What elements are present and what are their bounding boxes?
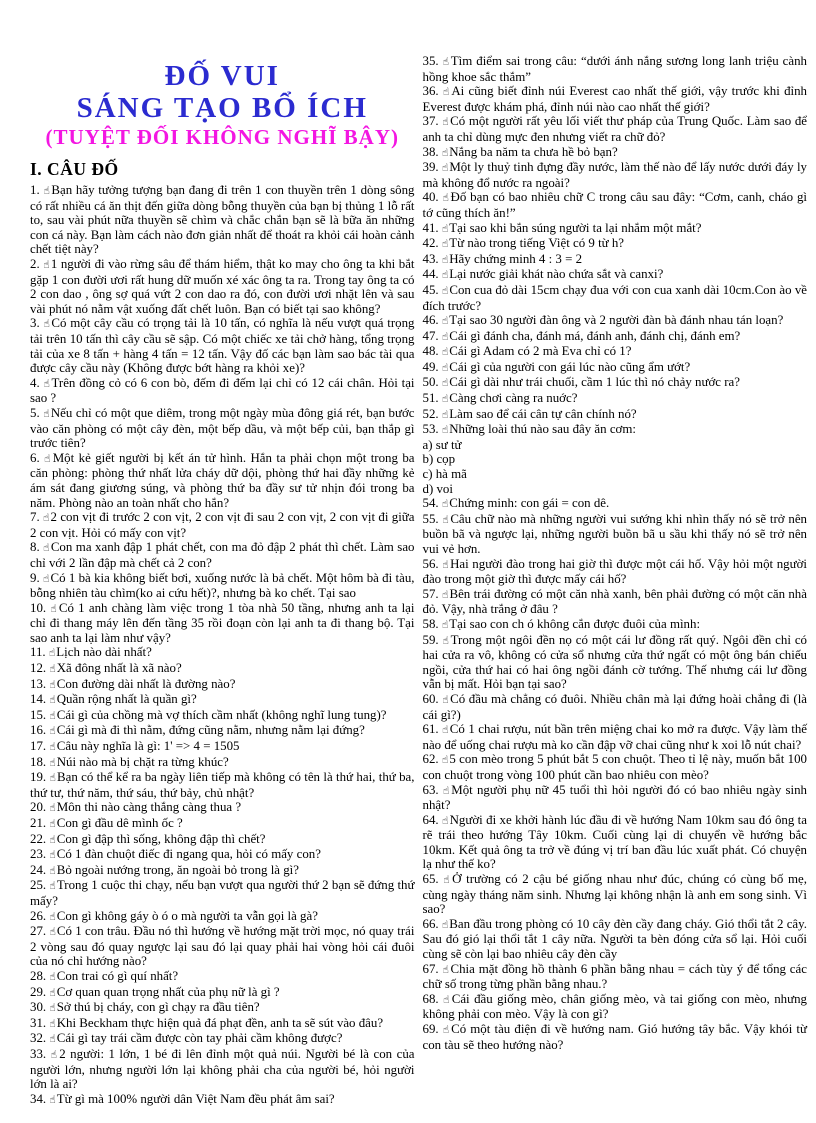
pointing-hand-icon: ☝ (441, 238, 449, 251)
question-number: 9. (30, 570, 43, 585)
question-item (423, 962, 808, 992)
pointing-hand-icon: ☝ (49, 1017, 56, 1030)
question-text: Làm sao để cái cân tự cân chính nó? (449, 406, 637, 421)
question-number: 14. (30, 692, 50, 707)
pointing-hand-icon: ☝ (49, 756, 56, 769)
question-text: Ban đầu trong phòng có 10 cây đèn cầy đang cháy. Gió thổi tắt 2 cây. Sau đó gió lại thổi tắt 1 cây nữa. Người ta bèn đóng cửa sổ lại. Hỏi cuối cùng sẽ còn lại bao nhiêu cây đèn cầy (422, 916, 807, 962)
question-text: Bạn có thể kể ra ba ngày liên tiếp mà không có tên là thứ hai, thứ ba, thứ tư, thứ năm, thứ sáu, thứ bảy, chủ nhật? (30, 770, 415, 800)
pointing-hand-icon: ☝ (441, 424, 449, 437)
pointing-hand-icon: ☝ (49, 818, 56, 831)
question-text: Bạn hãy tưởng tượng bạn đang đi trên 1 con thuyền trên 1 dòng sông có rất nhiều cá ăn thịt đến giữa dòng bỗng thuyền của bạn bị thủng 1 lỗ rất to, sau vài phút nữa thuyền sẽ chìm và chắc chắn bạn sẽ là bữa ăn những con cá này. Bạn làm cách nào đơn giản nhất để thoát ra khỏi cái hoàn cảnh chết tiệt này? (30, 183, 415, 257)
question-number: 8. (30, 540, 44, 555)
question-item (423, 917, 808, 962)
question-number: 44. (422, 267, 442, 282)
pointing-hand-icon: ☝ (49, 725, 56, 738)
question-item (30, 183, 415, 257)
pointing-hand-icon: ☝ (442, 693, 450, 706)
question-number: 67. (422, 961, 443, 976)
question-text: Xã đông nhất là xã nào? (56, 661, 182, 676)
question-text: Trong một ngôi đền nọ có một cái lư đồng rất quý. Ngôi đền chỉ có hai cửa ra vô, không có cửa sổ nhưng cửa thứ ngất có một ông bán chiếu ngồi, cửa thứ hai có hai ông ngồi đánh cờ tướng. Thế nhưng cái lư đồng vẫn bị mất. Hỏi bạn tại sao? (422, 632, 807, 692)
pointing-hand-icon: ☝ (49, 910, 56, 923)
question-text: Tại sao khi bắn súng người ta lại nhắm một mắt? (449, 220, 702, 235)
question-text: Con đường dài nhất là đường nào? (56, 676, 236, 691)
question-text: Cái đầu giống mèo, chân giống mèo, và tai giống con mèo, nhưng không phải con mèo. Vậy là con gì? (422, 991, 807, 1022)
pointing-hand-icon: ☝ (442, 724, 449, 737)
question-item (30, 816, 415, 832)
question-item (30, 969, 415, 985)
question-item (30, 645, 415, 661)
question-item (30, 1092, 415, 1108)
question-item (423, 84, 808, 114)
question-number: 15. (30, 707, 50, 722)
question-number: 46. (422, 313, 442, 328)
doc-subtitle: (TUYỆT ĐỐI KHÔNG NGHĨ BẬY) (45, 124, 399, 149)
pointing-hand-icon: ☝ (441, 269, 449, 282)
question-item (30, 723, 415, 739)
question-text: Có đầu mà chẳng có đuôi. Nhiều chân mà lại đứng hoài chẳng đi (là cái gì?) (422, 691, 807, 722)
pointing-hand-icon: ☝ (49, 802, 56, 815)
question-item (423, 190, 808, 220)
question-number: 43. (422, 251, 442, 266)
pointing-hand-icon: ☝ (443, 993, 451, 1006)
left-column (30, 54, 415, 1107)
pointing-hand-icon: ☝ (441, 588, 449, 601)
question-number: 47. (422, 328, 442, 343)
question-number: 49. (422, 359, 442, 374)
question-item (30, 1031, 415, 1047)
question-text: Trên đồng cỏ có 6 con bò, đếm đi đếm lại chỉ có 12 cái chân. Hỏi tại sao ? (30, 375, 415, 406)
question-item (423, 633, 808, 692)
question-item (30, 863, 415, 879)
pointing-hand-icon: ☝ (442, 634, 450, 647)
question-item (30, 909, 415, 925)
pointing-hand-icon: ☝ (442, 784, 451, 797)
question-item (423, 692, 808, 722)
question-text: Hãy chứng minh 4 : 3 = 2 (449, 251, 583, 266)
question-text: Môn thi nào càng thắng càng thua ? (56, 800, 242, 815)
question-item (423, 587, 808, 617)
pointing-hand-icon: ☝ (441, 330, 449, 343)
question-item (423, 422, 808, 438)
question-number: 13. (30, 676, 50, 691)
question-text: Quần rộng nhất là quần gì? (56, 692, 197, 707)
pointing-hand-icon: ☝ (442, 558, 450, 571)
question-item (423, 617, 808, 633)
question-item (423, 54, 808, 84)
question-number: 33. (30, 1046, 51, 1061)
pointing-hand-icon: ☝ (49, 1033, 56, 1046)
questions-left (30, 183, 415, 1107)
pointing-hand-icon: ☝ (49, 849, 56, 862)
question-text: Đố bạn có bao nhiêu chữ C trong câu sau đây: “Cơm, canh, cháo gì tớ cũng thích ăn!” (422, 190, 807, 220)
question-number: 65. (422, 872, 444, 887)
question-text: Có một tàu điện đi về hướng nam. Gió hướng tây bắc. Vậy khói từ con tàu sẽ theo hướng nào? (422, 1022, 807, 1052)
question-text: Bên trái đường có một căn nhà xanh, bên phải đường có một căn nhà đỏ. Vậy, nhà trắng ở đâu ? (422, 586, 807, 617)
question-item (423, 1022, 808, 1052)
pointing-hand-icon: ☝ (443, 874, 452, 887)
question-number: 29. (30, 984, 50, 999)
pointing-hand-icon: ☝ (50, 1048, 59, 1061)
question-text: Cái gì Adam có 2 mà Eva chỉ có 1? (449, 344, 632, 359)
section-heading: I. CÂU ĐỐ (30, 159, 119, 180)
question-number: 64. (422, 812, 443, 827)
question-item (423, 813, 808, 872)
question-item (30, 571, 415, 601)
pointing-hand-icon: ☝ (49, 694, 56, 707)
question-number: 26. (30, 908, 50, 923)
question-item (30, 800, 415, 816)
question-text: Những loài thú nào sau đây ăn cơm: (449, 422, 636, 437)
question-item (30, 692, 415, 708)
question-text: Có 1 chai rượu, nút bần trên miệng chai ko mở ra được. Vậy làm thế nào để uống chai rượu mà ko cần đập vỡ chai cũng như k xoi lỗ nút chai? (422, 722, 807, 752)
pointing-hand-icon: ☝ (442, 963, 450, 976)
question-text: Con cua đỏ dài 15cm chạy đua với con cua xanh dài 10cm.Con ào về đích trước? (422, 282, 807, 313)
pointing-hand-icon: ☝ (43, 542, 50, 555)
question-item (30, 985, 415, 1001)
pointing-hand-icon: ☝ (441, 253, 449, 266)
question-item (30, 677, 415, 693)
question-item (423, 313, 808, 329)
pointing-hand-icon: ☝ (49, 1002, 56, 1015)
question-item (30, 376, 415, 406)
question-item (30, 257, 415, 316)
question-number: 19. (30, 770, 50, 785)
question-item (423, 496, 808, 512)
question-text: Có một cây cầu có trọng tải là 10 tấn, có nghĩa là nếu vượt quá trọng tải trên 10 tấn thì cây cầu sẽ sập. Có một chiếc xe tải chở hàng, tổng trọng tải của xe 8 tấn + hàng 4 tấn = 12 tấn. Vậy đố các bạn làm sao bác tài qua được cây cầu này (Không được bớt hàng ra khỏi xe)? (30, 316, 415, 376)
question-number: 24. (30, 862, 50, 877)
question-number: 50. (422, 375, 442, 390)
question-number: 25. (30, 878, 50, 893)
question-text: Ai cũng biết đỉnh núi Everest cao nhất thế giới, vậy trước khi đỉnh Everest được khám phá, đỉnh núi nào cao nhất thế giới? (422, 84, 807, 114)
question-text: Ở trường có 2 cậu bé giống nhau như đúc, chúng có cùng bố mẹ, cùng ngày tháng năm sinh. Nhưng lại không nhận là anh em song sinh. Vì sao? (422, 872, 807, 917)
question-item (423, 329, 808, 345)
question-number: 59. (422, 632, 443, 647)
question-text: Chia mặt đồng hồ thành 6 phần bằng nhau = cách tùy ý để tổng các chữ số trong từng phần bằng nhau.? (422, 961, 807, 992)
question-number: 27. (30, 924, 50, 939)
two-column-layout (30, 54, 807, 1107)
pointing-hand-icon: ☝ (44, 452, 52, 465)
question-number: 12. (30, 661, 50, 676)
pointing-hand-icon: ☝ (441, 618, 449, 631)
question-item (423, 872, 808, 917)
question-number: 30. (30, 1000, 50, 1015)
question-text: Cơ quan quan trọng nhất của phụ nữ là gì ? (56, 984, 280, 999)
question-item (30, 708, 415, 724)
question-item (423, 512, 808, 557)
pointing-hand-icon: ☝ (42, 572, 50, 585)
question-item (30, 316, 415, 375)
pointing-hand-icon: ☝ (43, 318, 51, 331)
question-text: 1 người đi vào rừng sâu để thám hiểm, thật ko may cho ông ta khi bắt gặp 1 con đười ươi rất hung dữ muốn xé xác ông ta ra. Trong tay ông ta có 2 con dao , ông sợ quá vứt 2 con dao ra đó, con đười ươi nhặt lên và sau vài phút nó nằm vật xuống đất chết luôn. Bạn có biết tại sao không? (30, 257, 415, 316)
question-number: 61. (422, 722, 443, 737)
question-number: 45. (422, 282, 442, 297)
question-number: 2. (30, 257, 44, 272)
pointing-hand-icon: ☝ (49, 864, 56, 877)
pointing-hand-icon: ☝ (49, 741, 56, 754)
question-item (30, 755, 415, 771)
questions-right (423, 54, 808, 1052)
pointing-hand-icon: ☝ (441, 315, 449, 328)
pointing-hand-icon: ☝ (442, 1024, 451, 1036)
question-text: Cái gì mà đi thì nằm, đứng cũng nằm, nhưng nằm lại đứng? (56, 723, 365, 738)
question-number: 39. (422, 160, 442, 175)
question-text: Hai người đào trong hai giờ thì được một cái hố. Vậy hỏi một người đào trong một giờ thì được mấy cái hố? (422, 556, 807, 587)
question-item (30, 510, 415, 540)
question-text: Một kẻ giết người bị kết án tử hình. Hắn ta phải chọn một trong ba căn phòng: phòng thứ nhất lửa cháy dữ dội, phòng thứ hai đầy những kẻ ám sát đang giương súng, và phòng thứ ba đầy sư tử nhịn đói trong ba năm. Phòng nào an toàn nhất cho hắn? (30, 450, 415, 510)
question-text: Chứng minh: con gái = con dê. (449, 496, 610, 511)
question-number: 16. (30, 723, 50, 738)
question-item (30, 1000, 415, 1016)
question-number: 56. (422, 556, 443, 571)
question-number: 4. (30, 375, 44, 390)
question-item (423, 360, 808, 376)
question-text: Con gì không gáy ò ó o mà người ta vẫn gọi là gà? (56, 908, 318, 923)
question-number: 38. (422, 144, 442, 159)
question-number: 41. (422, 220, 442, 235)
question-item (423, 221, 808, 237)
question-item (423, 114, 808, 144)
question-item (423, 160, 808, 190)
question-text: Nắng ba năm ta chưa hề bỏ bạn? (449, 144, 618, 159)
question-number: 52. (422, 406, 442, 421)
question-item (423, 752, 808, 782)
question-item (423, 344, 808, 360)
pointing-hand-icon: ☝ (49, 926, 56, 939)
question-text: Có 1 con trâu. Đầu nó thì hướng về hướng mặt trời mọc, nó quay trái 2 vòng sau đó quay ngược lại sau đó lại quay phải hai vòng hỏi cái đuôi của nó chỉ hướng nào? (30, 924, 415, 969)
question-number: 32. (30, 1031, 50, 1046)
question-text: Khi Beckham thực hiện quả đá phạt đền, anh ta sẽ sút vào đâu? (56, 1015, 384, 1030)
pointing-hand-icon: ☝ (442, 513, 450, 526)
pointing-hand-icon: ☝ (43, 377, 51, 390)
question-number: 23. (30, 847, 50, 862)
doc-title-line2: SÁNG TẠO BỔ ÍCH (76, 92, 368, 125)
pointing-hand-icon: ☝ (49, 709, 56, 722)
question-number: 53. (422, 422, 442, 437)
question-text: Cái gì dài như trái chuối, cầm 1 lúc thì nó chảy nước ra? (449, 375, 740, 390)
question-item (30, 924, 415, 969)
question-number: 6. (30, 450, 45, 465)
question-text: Có một người rất yêu lối viết thư pháp của Trung Quốc. Làm sao để anh ta chỉ dùng mực đen nhưng viết ra chữ đỏ? (422, 114, 807, 144)
question-number: 17. (30, 739, 50, 754)
question-text: Cái gì của người con gái lúc nào cũng ẩm ướt? (449, 359, 691, 374)
pointing-hand-icon: ☝ (43, 259, 50, 272)
question-text: Câu này nghĩa là gì: 1' => 4 = 1505 (56, 739, 240, 754)
question-text: Con trai có gì quí nhất? (56, 968, 179, 983)
question-number: 35. (422, 54, 443, 68)
question-item (423, 783, 808, 813)
pointing-hand-icon: ☝ (441, 754, 449, 767)
pointing-hand-icon: ☝ (441, 498, 449, 511)
question-number: 57. (422, 586, 442, 601)
question-text: Con gì đập thì sống, không đập thì chết? (56, 831, 266, 846)
question-text: Con gì đầu dê mình ốc ? (56, 816, 183, 831)
pointing-hand-icon: ☝ (49, 833, 56, 846)
pointing-hand-icon: ☝ (441, 918, 449, 931)
pointing-hand-icon: ☝ (442, 56, 450, 68)
pointing-hand-icon: ☝ (441, 222, 449, 235)
question-text: Con ma xanh đập 1 phát chết, con ma đỏ đập 2 phát thì chết. Làm sao chỉ với 2 lần đập mà chết cả 2 con? (30, 540, 415, 570)
pointing-hand-icon: ☝ (441, 346, 449, 359)
question-item (423, 375, 808, 391)
question-item (30, 540, 415, 570)
answer-option: c) hà mã (422, 467, 467, 482)
question-item (30, 601, 415, 646)
question-text: Cái gì của chồng mà vợ thích cầm nhất (không nghĩ lung tung)? (56, 707, 387, 722)
question-number: 63. (422, 782, 443, 797)
question-number: 36. (422, 84, 443, 99)
question-number: 11. (30, 645, 49, 660)
question-item (30, 832, 415, 848)
question-number: 68. (422, 991, 444, 1006)
question-text: 5 con mèo trong 5 phút bắt 5 con chuột. Theo tỉ lệ này, muốn bắt 100 con chuột trong vòng 100 phút cần bao nhiêu con mèo? (422, 752, 807, 782)
pointing-hand-icon: ☝ (49, 772, 57, 785)
question-text: Có 1 anh chàng làm việc trong 1 tòa nhà 50 tầng, nhưng anh ta lại chỉ đi thang máy lên đến tầng 35 rồi đoạn còn lại anh ta đi thang bộ. Tại sao anh ta lại làm như vậy? (30, 600, 415, 645)
question-number: 5. (30, 405, 44, 420)
question-number: 40. (422, 190, 443, 205)
question-number: 31. (30, 1015, 50, 1030)
question-number: 3. (30, 316, 44, 331)
question-number: 34. (30, 1091, 50, 1106)
question-text: Trong 1 cuộc thi chạy, nếu bạn vượt qua người thứ 2 bạn sẽ đứng thứ mấy? (30, 878, 415, 908)
question-item (423, 252, 808, 268)
question-number: 62. (422, 752, 442, 767)
question-number: 21. (30, 816, 50, 831)
question-text: Có 1 bà kia không biết bơi, xuống nước là bả chết. Một hôm bà đi tàu, bỗng nhiên tàu chìm(ko ai cứu hết)?, nhưng bà ko chết. Tại sao (30, 570, 415, 601)
question-text: Từ nào trong tiếng Việt có 9 từ h? (449, 236, 625, 251)
question-text: Cái gì đánh cha, đánh má, đánh anh, đánh chị, đánh em? (449, 328, 741, 343)
question-item (423, 407, 808, 423)
doc-title-line1: ĐỐ VUI (164, 60, 280, 92)
question-text: Tại sao con ch ó không cắn được đuôi của mình: (449, 616, 701, 631)
answer-option: b) cọp (422, 452, 456, 467)
question-number: 22. (30, 831, 50, 846)
question-item (423, 283, 808, 313)
question-number: 48. (422, 344, 442, 359)
question-number: 42. (422, 236, 442, 251)
question-number: 1. (30, 183, 44, 198)
question-item (30, 451, 415, 510)
pointing-hand-icon: ☝ (49, 663, 56, 676)
question-item (30, 1047, 415, 1092)
question-number: 7. (30, 510, 44, 525)
question-number: 51. (422, 391, 442, 406)
right-column (423, 54, 808, 1052)
question-text: Có 1 đàn chuột điếc đi ngang qua, hỏi có mấy con? (56, 847, 321, 862)
pointing-hand-icon: ☝ (441, 162, 449, 175)
question-item (30, 847, 415, 863)
question-text: Tìm điểm sai trong câu: “dưới ánh nắng sương long lanh triệu cành hồng khoe sắc thắm” (422, 54, 807, 84)
pointing-hand-icon: ☝ (49, 678, 56, 691)
question-number: 28. (30, 968, 50, 983)
question-text: Lại nước giải khát nào chứa sắt và canxi? (449, 267, 664, 282)
pointing-hand-icon: ☝ (442, 86, 451, 99)
question-item (423, 557, 808, 587)
question-number: 66. (422, 916, 442, 931)
question-text: Càng chơi càng ra nuớc? (449, 391, 578, 406)
pointing-hand-icon: ☝ (441, 393, 449, 406)
question-item (423, 145, 808, 161)
question-item (30, 739, 415, 755)
question-text: Câu chữ nào mà những người vui sướng khi nhìn thấy nó sẽ trở nên buồn bã và ngược lại, những người buồn bã u sầu khi thấy nó sẽ trở nên vui vẻ hơn. (422, 511, 807, 556)
question-item (30, 878, 415, 908)
question-number: 58. (422, 616, 442, 631)
question-number: 54. (422, 496, 442, 511)
pointing-hand-icon: ☝ (43, 407, 50, 420)
pointing-hand-icon: ☝ (48, 647, 56, 660)
pointing-hand-icon: ☝ (441, 377, 449, 390)
question-item (423, 267, 808, 283)
question-text: Sở thú bị cháy, con gì chạy ra đầu tiên? (56, 1000, 260, 1015)
question-text: Bỏ ngoài nướng trong, ăn ngoài bỏ trong là gì? (56, 862, 299, 877)
question-item (423, 722, 808, 752)
question-text: Núi nào mà bị chặt ra từng khúc? (56, 754, 229, 769)
pointing-hand-icon: ☝ (43, 512, 50, 525)
question-text: Người đi xe khởi hành lúc đầu đi về hướng Nam 10km sau đó ông ta rẽ trái theo hướng Tây 10km. Cuối cùng lại di chuyển về hướng bắc 10km. Kết quả ông ta trở về đúng vị trí ban đầu lúc xuất phát. Có chuyện lạ như thế ko? (422, 812, 807, 872)
pointing-hand-icon: ☝ (49, 880, 56, 893)
question-number: 18. (30, 754, 50, 769)
pointing-hand-icon: ☝ (442, 116, 450, 129)
question-text: 2 con vịt đi trước 2 con vịt, 2 con vịt đi sau 2 con vịt, 2 con vịt đi giữa 2 con vịt. Hỏi có mấy con vịt? (30, 510, 415, 540)
question-item (30, 770, 415, 800)
pointing-hand-icon: ☝ (43, 185, 51, 198)
title-block (30, 60, 415, 149)
question-text: Một người phụ nữ 45 tuổi thì hỏi người đó có bao nhiêu ngày sinh nhật? (422, 782, 807, 813)
question-number: 69. (422, 1022, 443, 1036)
question-text: Một ly thuỷ tinh đựng đầy nước, làm thế nào để lấy nước dưới đáy ly mà không đổ nước ra ngoài? (422, 160, 807, 190)
question-item (423, 236, 808, 252)
answer-option: d) voi (422, 481, 453, 496)
question-text: Từ gì mà 100% người dân Việt Nam đều phát âm sai? (56, 1091, 335, 1106)
question-text: Lịch nào dài nhất? (56, 645, 152, 660)
question-number: 37. (422, 114, 443, 129)
pointing-hand-icon: ☝ (441, 361, 449, 374)
pointing-hand-icon: ☝ (49, 970, 56, 983)
pointing-hand-icon: ☝ (441, 146, 449, 159)
question-item (30, 1016, 415, 1032)
question-number: 10. (30, 600, 51, 615)
question-text: 2 người: 1 lớn, 1 bé đi lên đỉnh một quả núi. Người bé là con của người lớn, nhưng người lớn lại không phải cha của người bé, hỏi người lớn là ai? (30, 1046, 415, 1092)
pointing-hand-icon: ☝ (49, 1093, 56, 1106)
pointing-hand-icon: ☝ (442, 192, 450, 205)
question-item (30, 406, 415, 451)
question-number: 20. (30, 800, 50, 815)
question-item (423, 992, 808, 1022)
question-number: 60. (422, 691, 443, 706)
answer-option: a) sư tử (422, 437, 462, 452)
question-text: Tại sao 30 người đàn ông và 2 người đàn bà đánh nhau tán loạn? (449, 313, 784, 328)
question-item (30, 661, 415, 677)
pointing-hand-icon: ☝ (50, 602, 58, 615)
pointing-hand-icon: ☝ (442, 814, 449, 827)
question-text: Cái gì tay trái cầm được còn tay phải cầm không được? (56, 1031, 343, 1046)
pointing-hand-icon: ☝ (49, 986, 56, 999)
question-item (423, 391, 808, 407)
question-number: 55. (422, 511, 443, 526)
question-text: Nếu chỉ có một que diêm, trong một ngày mùa đông giá rét, bạn bước vào căn phòng có một cây đèn, một bếp dầu, và một bếp củi, bạn thắp gì trước tiên? (30, 405, 415, 451)
pointing-hand-icon: ☝ (441, 408, 449, 421)
pointing-hand-icon: ☝ (441, 284, 449, 297)
